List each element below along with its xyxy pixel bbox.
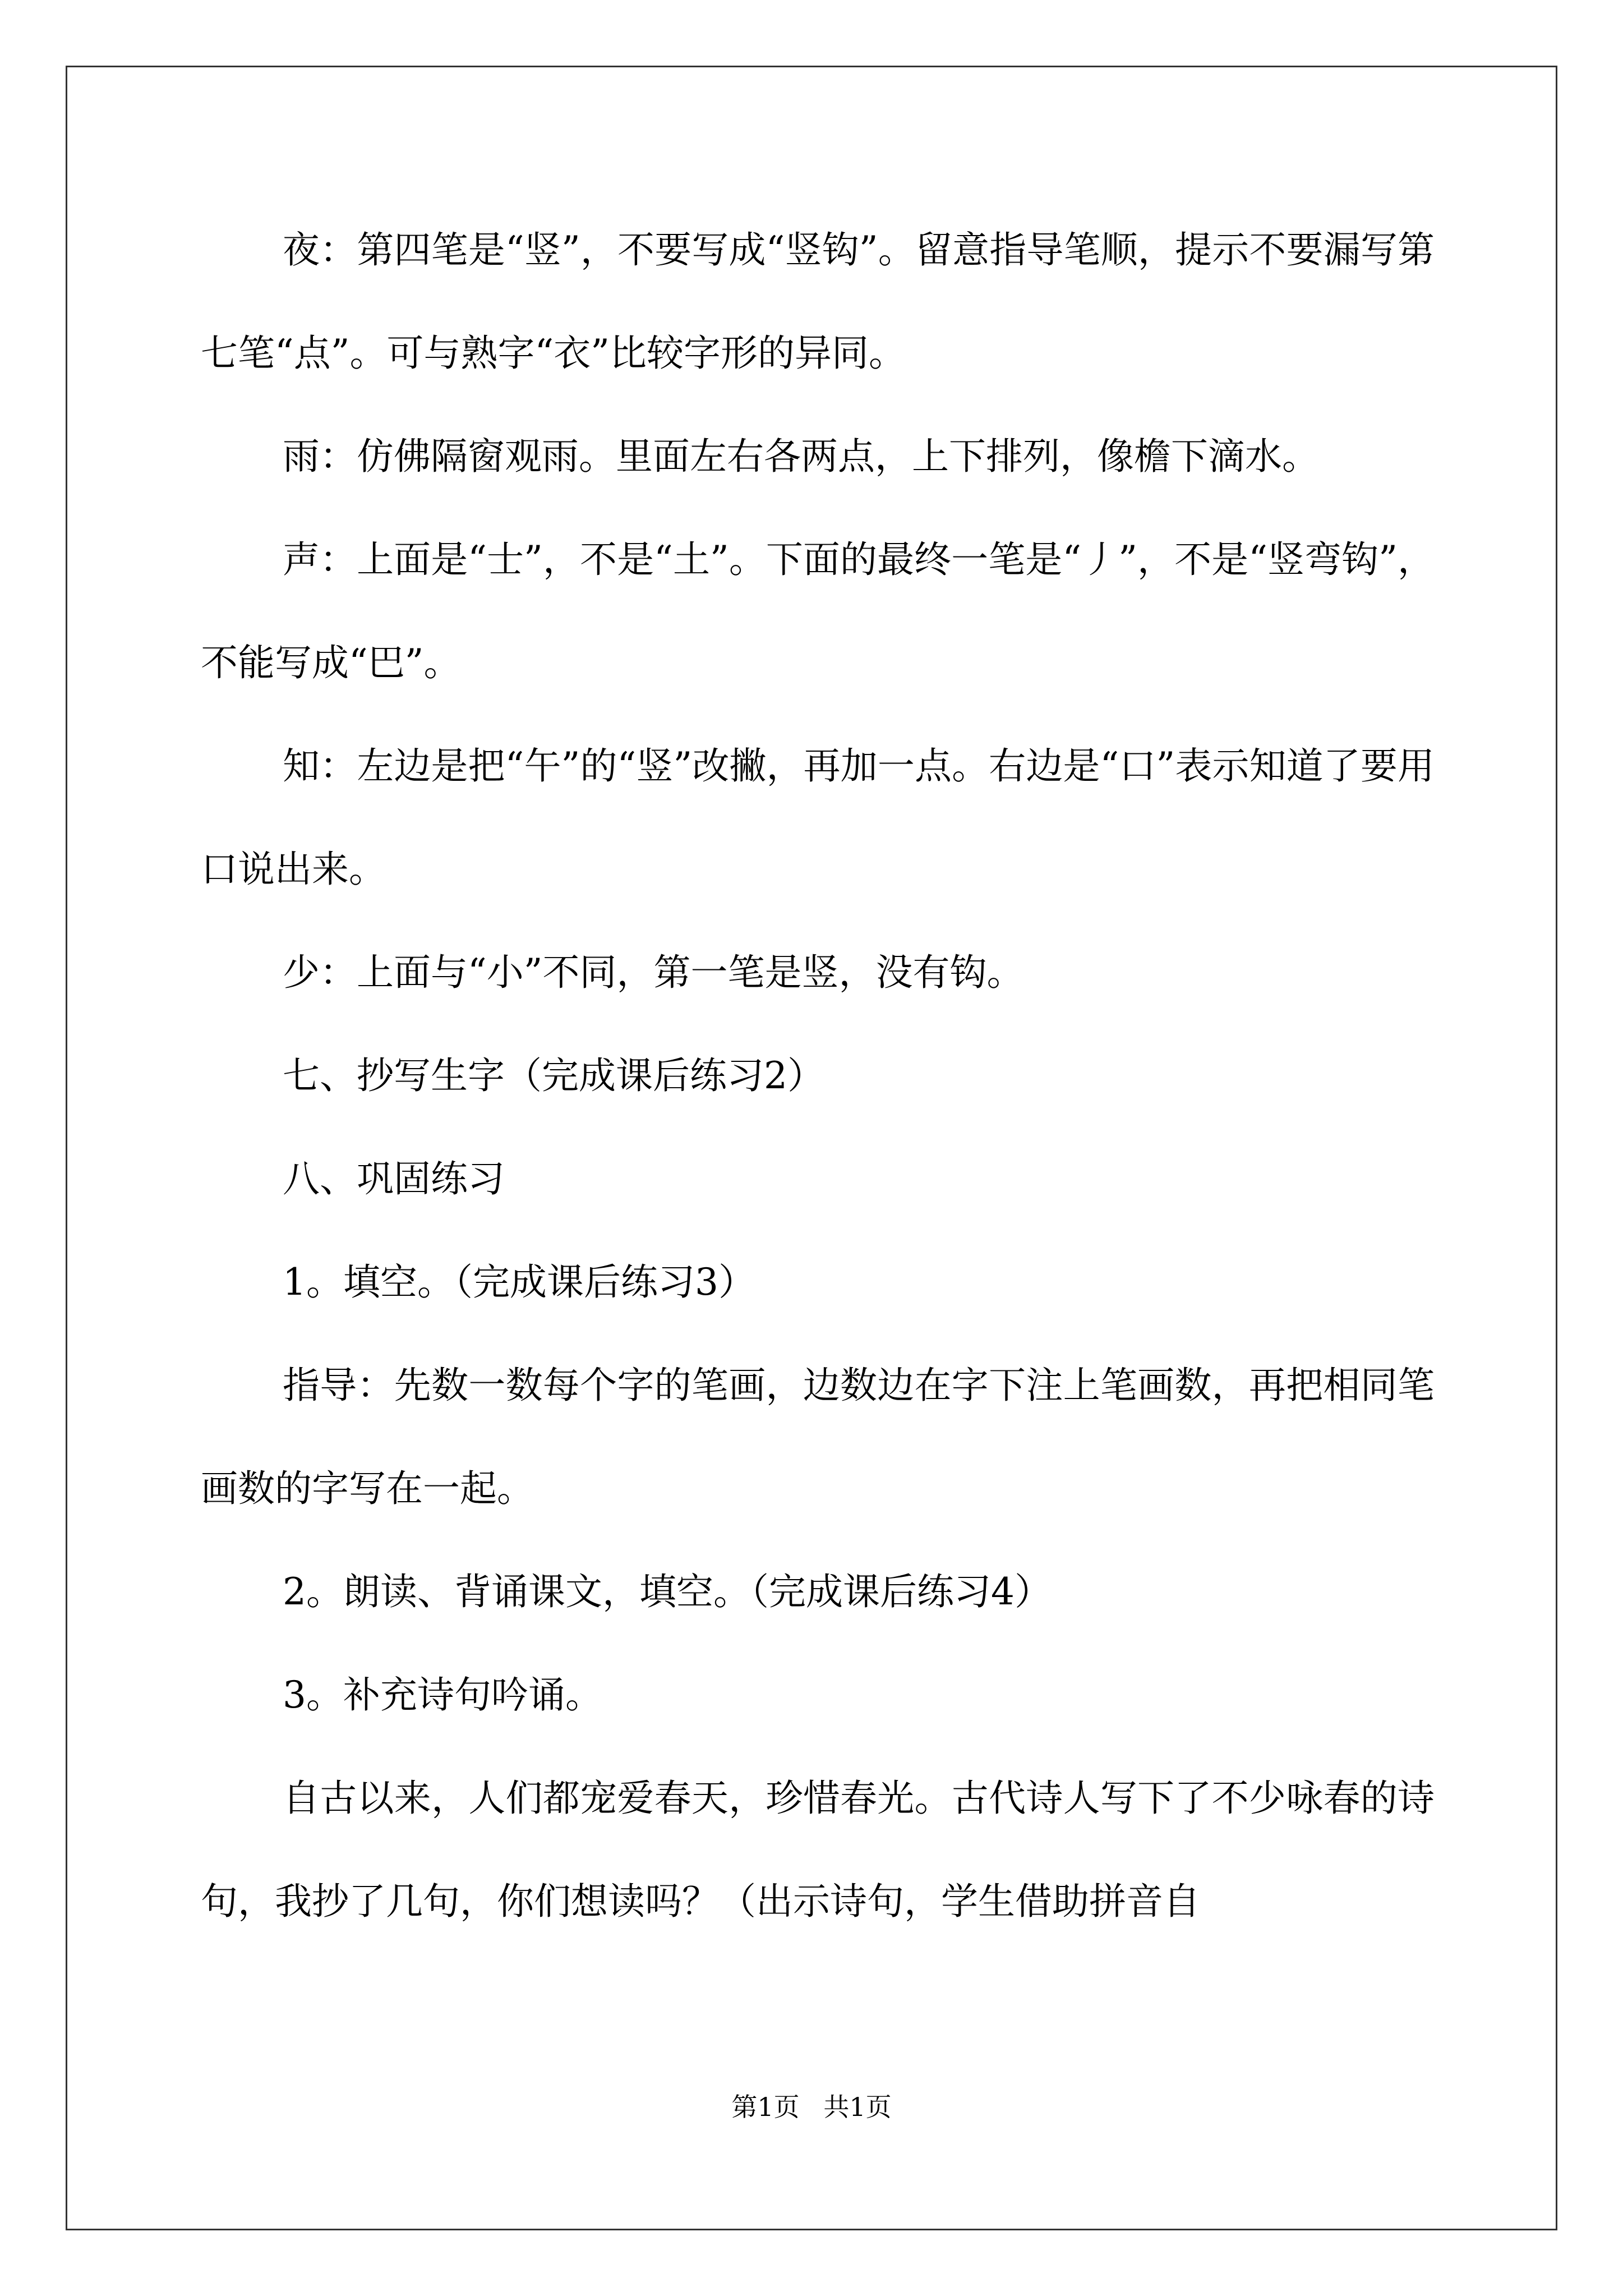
paragraph-sheng: 声：上面是“士”，不是“土”。下面的最终一笔是“丿”，不是“竖弯钩”，不能写成“巴”。 xyxy=(201,538,1435,684)
exercise-1: 1。填空。（完成课后练习3） xyxy=(283,1260,755,1304)
section-heading-copy: 七、抄写生字（完成课后练习2） xyxy=(283,1054,824,1097)
page-total: 共1页 xyxy=(823,2092,892,2122)
exercise-2: 2。朗读、背诵课文，填空。（完成课后练习4） xyxy=(283,1570,1052,1613)
exercise-3: 3。补充诗句吟诵。 xyxy=(283,1673,602,1717)
paragraph-ye: 夜：第四笔是“竖”，不要写成“竖钩”。留意指导笔顺，提示不要漏写第七笔“点”。可与熟字“衣”比较字形的异同。 xyxy=(201,228,1435,375)
page-footer xyxy=(0,2090,1623,2124)
exercise-1-guidance: 指导：先数一数每个字的笔画，边数边在字下注上笔画数，再把相同笔画数的字写在一起。 xyxy=(201,1364,1435,1510)
paragraph-shao: 少：上面与“小”不同，第一笔是竖，没有钩。 xyxy=(283,951,1024,994)
paragraph-spring-poems: 自古以来，人们都宠爱春天，珍惜春光。古代诗人写下了不少咏春的诗句，我抄了几句，你们想读吗？（出示诗句，学生借助拼音自 xyxy=(201,1777,1435,1923)
page-number: 第1页 xyxy=(731,2092,800,2122)
paragraph-zhi: 知：左边是把“午”的“竖”改撇，再加一点。右边是“口”表示知道了要用口说出来。 xyxy=(201,744,1435,891)
section-heading-practice: 八、巩固练习 xyxy=(283,1157,505,1200)
paragraph-yu: 雨：仿佛隔窗观雨。里面左右各两点，上下排列，像檐下滴水。 xyxy=(283,435,1319,478)
